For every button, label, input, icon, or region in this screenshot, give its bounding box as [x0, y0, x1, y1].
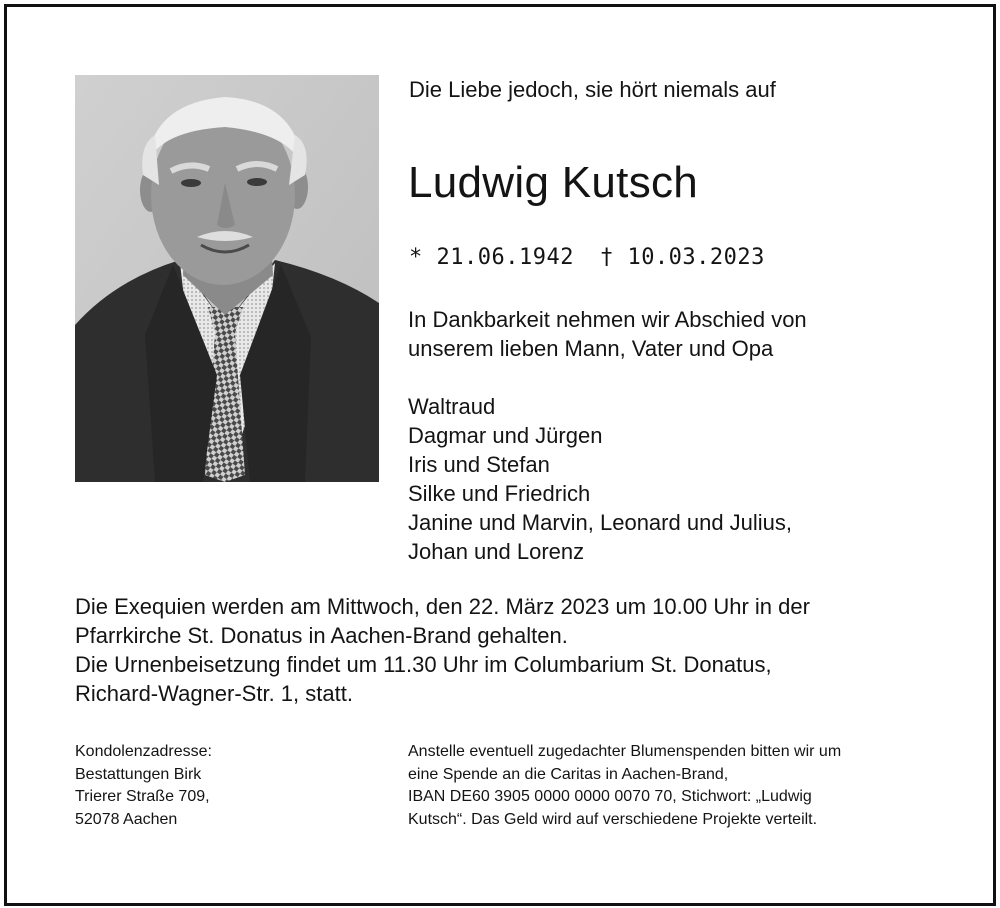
donation-note: [408, 741, 841, 831]
life-dates: [409, 245, 765, 270]
family-member: Waltraud: [408, 394, 496, 419]
family-member: Iris und Stefan: [408, 452, 550, 477]
address-line: 52078 Aachen: [75, 810, 178, 828]
deceased-name: Ludwig Kutsch: [408, 158, 699, 207]
condolence-address: [75, 741, 212, 831]
family-member: Janine und Marvin, Leonard und Julius,: [408, 510, 793, 535]
service-line: Richard-Wagner-Str. 1, statt.: [75, 681, 353, 706]
donation-line: Kutsch“. Das Geld wird auf verschiedene Projekte verteilt.: [408, 810, 818, 828]
service-line: Pfarrkirche St. Donatus in Aachen-Brand gehalten.: [75, 623, 568, 648]
farewell-line: In Dankbarkeit nehmen wir Abschied von: [408, 307, 807, 332]
service-line: Die Exequien werden am Mittwoch, den 22. März 2023 um 10.00 Uhr in der: [75, 594, 810, 619]
service-line: Die Urnenbeisetzung findet um 11.30 Uhr im Columbarium St. Donatus,: [75, 652, 772, 677]
portrait-photo: [75, 75, 379, 482]
donation-line: IBAN DE60 3905 0000 0000 0070 70, Stichwort: „Ludwig: [408, 788, 812, 805]
donation-line: Anstelle eventuell zugedachter Blumenspenden bitten wir um: [408, 743, 842, 760]
address-line: Bestattungen Birk: [75, 765, 202, 783]
motto: Die Liebe jedoch, sie hört niemals auf: [409, 77, 776, 102]
family-member: Johan und Lorenz: [408, 539, 585, 564]
death-date: † 10.03.2023: [599, 245, 765, 270]
family-member: Dagmar und Jürgen: [408, 423, 603, 448]
address-line: Kondolenzadresse:: [75, 743, 212, 760]
birth-date: * 21.06.1942: [409, 245, 574, 270]
address-line: Trierer Straße 709,: [75, 788, 210, 805]
family-member: Silke und Friedrich: [408, 481, 591, 506]
service-details: [75, 592, 810, 708]
family-list: [408, 392, 792, 566]
farewell-line: unserem lieben Mann, Vater und Opa: [408, 336, 774, 361]
farewell-text: [408, 305, 807, 363]
donation-line: eine Spende an die Caritas in Aachen-Brand,: [408, 765, 729, 783]
